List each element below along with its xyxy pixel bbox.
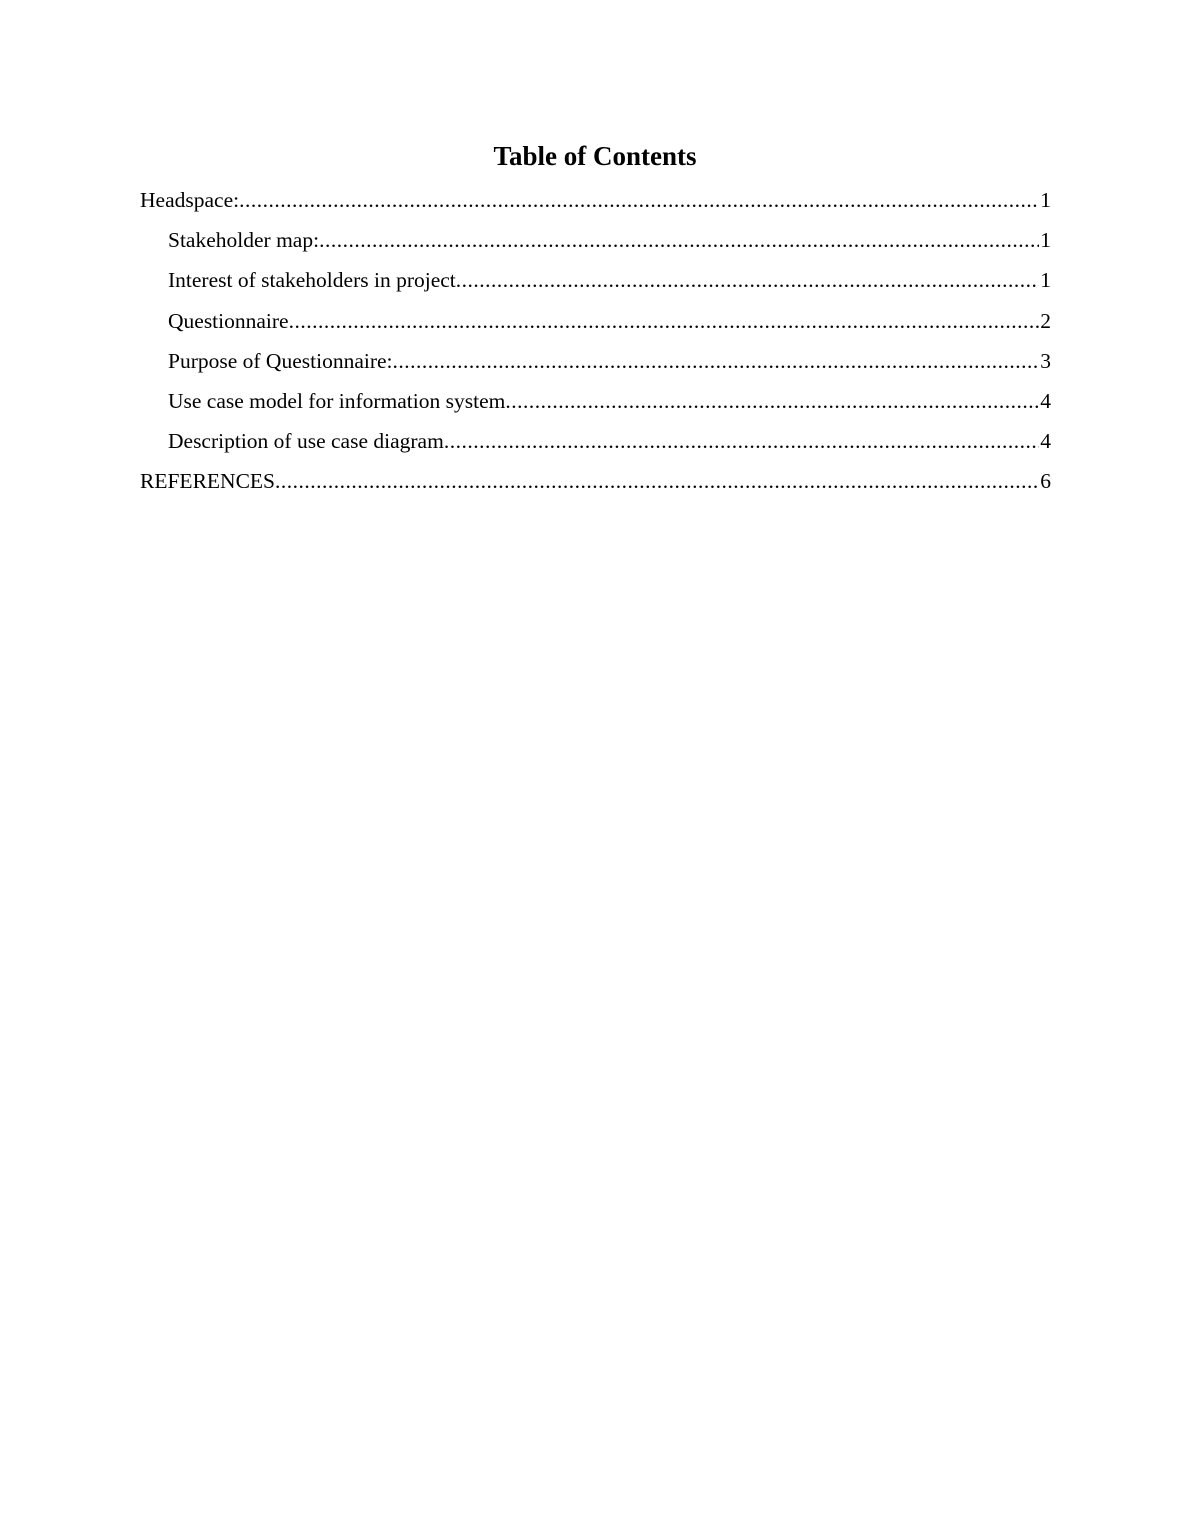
toc-dot-leader	[289, 307, 1040, 335]
toc-dot-leader	[456, 266, 1039, 294]
toc-dot-leader	[444, 427, 1039, 455]
toc-entry-text[interactable]: Purpose of Questionnaire:	[168, 348, 393, 373]
toc-dot-leader	[239, 186, 1039, 214]
toc-dot-leader	[319, 226, 1039, 254]
toc-entry[interactable]	[140, 186, 1051, 226]
toc-dot-leader	[393, 347, 1040, 375]
toc-dot-leader	[505, 387, 1039, 415]
toc-entry-page[interactable]: 4	[1040, 388, 1051, 413]
toc-list	[140, 186, 1051, 508]
toc-entry-page[interactable]: 1	[1040, 268, 1051, 293]
toc-entry-text[interactable]: Questionnaire	[168, 308, 289, 333]
toc-dot-leader	[275, 467, 1039, 495]
toc-entry[interactable]	[140, 307, 1051, 347]
toc-entry[interactable]	[140, 427, 1051, 467]
toc-entry[interactable]	[140, 347, 1051, 387]
toc-entry-page[interactable]: 1	[1040, 188, 1051, 212]
toc-entry-text[interactable]: Description of use case diagram	[168, 429, 444, 454]
toc-entry[interactable]	[140, 467, 1051, 507]
toc-entry[interactable]	[140, 226, 1051, 266]
toc-entry-page[interactable]: 2	[1040, 308, 1051, 333]
toc-entry-page[interactable]: 1	[1040, 228, 1051, 253]
toc-entry-page[interactable]: 4	[1040, 429, 1051, 454]
toc-entry[interactable]	[140, 387, 1051, 427]
toc-entry-page[interactable]: 6	[1040, 469, 1051, 494]
toc-entry[interactable]	[140, 266, 1051, 306]
toc-entry-text[interactable]: Use case model for information system	[168, 388, 506, 413]
toc-entry-text[interactable]: Headspace:	[140, 188, 240, 212]
toc-entry-text[interactable]: Interest of stakeholders in project	[168, 268, 456, 293]
toc-entry-text[interactable]: Stakeholder map:	[168, 228, 320, 253]
toc-entry-text[interactable]: REFERENCES	[140, 469, 275, 494]
toc-title: Table of Contents	[493, 141, 697, 171]
toc-entry-page[interactable]: 3	[1040, 348, 1051, 373]
